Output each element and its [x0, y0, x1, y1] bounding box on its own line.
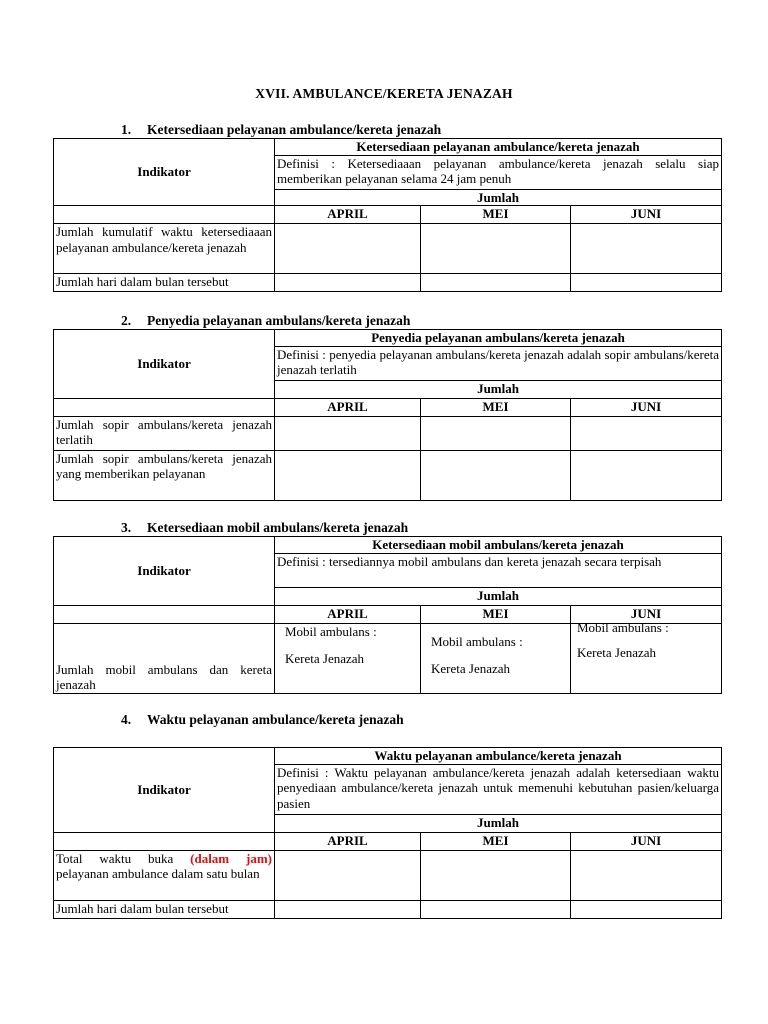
- ambulans-label: Mobil ambulans :: [431, 633, 523, 649]
- month-juni: JUNI: [571, 206, 722, 224]
- input-cell-juni[interactable]: [571, 850, 722, 900]
- input-cell-mei[interactable]: [421, 224, 571, 274]
- jenazah-label: Kereta Jenazah: [285, 651, 365, 666]
- input-cell-mei[interactable]: [421, 450, 571, 500]
- input-cell-mei[interactable]: [421, 900, 571, 918]
- section-title: Penyedia pelayanan ambulans/kereta jenazah: [147, 313, 411, 328]
- month-april: APRIL: [275, 398, 421, 416]
- jenazah-label: Kereta Jenazah: [431, 661, 511, 676]
- input-cell-juni[interactable]: [571, 274, 722, 292]
- indikator-label: Indikator: [54, 330, 275, 399]
- ambulans-label: Mobil ambulans :: [577, 619, 669, 635]
- input-cell-april[interactable]: [275, 450, 421, 500]
- row-label: [54, 850, 275, 900]
- indicator-table-1: [53, 138, 722, 292]
- input-cell-april[interactable]: [275, 623, 421, 693]
- empty-cell: [54, 605, 275, 623]
- section-number: 1.: [121, 122, 132, 137]
- table-header: Penyedia pelayanan ambulans/kereta jenazah: [275, 330, 722, 347]
- month-april: APRIL: [275, 605, 421, 623]
- section-title: Waktu pelayanan ambulance/kereta jenazah: [147, 712, 404, 727]
- section-number: 2.: [121, 313, 132, 328]
- definition: Definisi : Waktu pelayanan ambulance/kereta jenazah adalah ketersediaan waktu penyediaan ambulance/kereta jenazah untuk memenuhi kebutuhan pasien/keluarga pasien: [275, 764, 722, 814]
- row-label-part: Total waktu buka: [56, 850, 191, 866]
- indikator-label: Indikator: [54, 139, 275, 206]
- jumlah-label: Jumlah: [275, 380, 722, 398]
- section-number: 4.: [121, 712, 132, 727]
- row-label: Jumlah mobil ambulans dan kereta jenazah: [54, 623, 275, 693]
- definition: Definisi : tersediannya mobil ambulans dan kereta jenazah secara terpisah: [275, 553, 722, 587]
- table-header: Ketersediaan mobil ambulans/kereta jenazah: [275, 537, 722, 554]
- month-juni: JUNI: [571, 605, 722, 623]
- row-label-part: pelayanan ambulance dalam satu bulan: [56, 866, 260, 881]
- ambulans-label: Mobil ambulans :: [285, 623, 377, 639]
- month-juni: JUNI: [571, 398, 722, 416]
- indicator-table-2: [53, 329, 722, 501]
- row-label: Jumlah hari dalam bulan tersebut: [54, 274, 275, 292]
- section-2-heading: [121, 313, 410, 329]
- row-label: Jumlah sopir ambulans/kereta jenazah yang memberikan pelayanan: [54, 450, 275, 500]
- indikator-label: Indikator: [54, 748, 275, 833]
- empty-cell: [54, 398, 275, 416]
- month-april: APRIL: [275, 206, 421, 224]
- input-cell-juni[interactable]: [571, 416, 722, 450]
- definition: Definisi : penyedia pelayanan ambulans/kereta jenazah adalah sopir ambulans/kereta jenazah terlatih: [275, 346, 722, 380]
- table-header: Waktu pelayanan ambulance/kereta jenazah: [275, 748, 722, 765]
- indicator-table-4: [53, 747, 722, 919]
- empty-cell: [54, 832, 275, 850]
- highlighted-unit: (dalam jam): [190, 850, 272, 866]
- row-label: Jumlah sopir ambulans/kereta jenazah terlatih: [54, 416, 275, 450]
- input-cell-mei[interactable]: [421, 850, 571, 900]
- month-april: APRIL: [275, 832, 421, 850]
- input-cell-juni[interactable]: [571, 619, 722, 693]
- table-header: Ketersediaan pelayanan ambulance/kereta jenazah: [275, 139, 722, 156]
- jumlah-label: Jumlah: [275, 189, 722, 206]
- input-cell-april[interactable]: [275, 416, 421, 450]
- section-3-heading: [121, 520, 408, 536]
- jumlah-label: Jumlah: [275, 814, 722, 832]
- section-title: Ketersediaan mobil ambulans/kereta jenazah: [147, 520, 409, 535]
- indikator-label: Indikator: [54, 537, 275, 606]
- input-cell-juni[interactable]: [571, 900, 722, 918]
- month-mei: MEI: [421, 605, 571, 623]
- month-mei: MEI: [421, 398, 571, 416]
- jumlah-label: Jumlah: [275, 587, 722, 605]
- input-cell-mei[interactable]: [421, 623, 571, 693]
- indicator-table-3: [53, 536, 722, 694]
- section-number: 3.: [121, 520, 132, 535]
- month-mei: MEI: [421, 206, 571, 224]
- jenazah-label: Kereta Jenazah: [577, 645, 657, 660]
- row-label: Jumlah hari dalam bulan tersebut: [54, 900, 275, 918]
- page-title: XVII. AMBULANCE/KERETA JENAZAH: [255, 86, 513, 101]
- input-cell-april[interactable]: [275, 900, 421, 918]
- row-label: Jumlah kumulatif waktu ketersediaaan pelayanan ambulance/kereta jenazah: [54, 224, 275, 274]
- input-cell-mei[interactable]: [421, 274, 571, 292]
- input-cell-juni[interactable]: [571, 224, 722, 274]
- input-cell-april[interactable]: [275, 224, 421, 274]
- month-juni: JUNI: [571, 832, 722, 850]
- input-cell-april[interactable]: [275, 850, 421, 900]
- section-title: Ketersediaan pelayanan ambulance/kereta jenazah: [147, 122, 442, 137]
- month-mei: MEI: [421, 832, 571, 850]
- section-4-heading: [121, 712, 404, 728]
- section-1-heading: [121, 122, 441, 138]
- definition: Definisi : Ketersediaaan pelayanan ambulance/kereta jenazah selalu siap memberikan pelayanan selama 24 jam penuh: [275, 155, 722, 189]
- input-cell-april[interactable]: [275, 274, 421, 292]
- input-cell-mei[interactable]: [421, 416, 571, 450]
- empty-cell: [54, 206, 275, 224]
- input-cell-juni[interactable]: [571, 450, 722, 500]
